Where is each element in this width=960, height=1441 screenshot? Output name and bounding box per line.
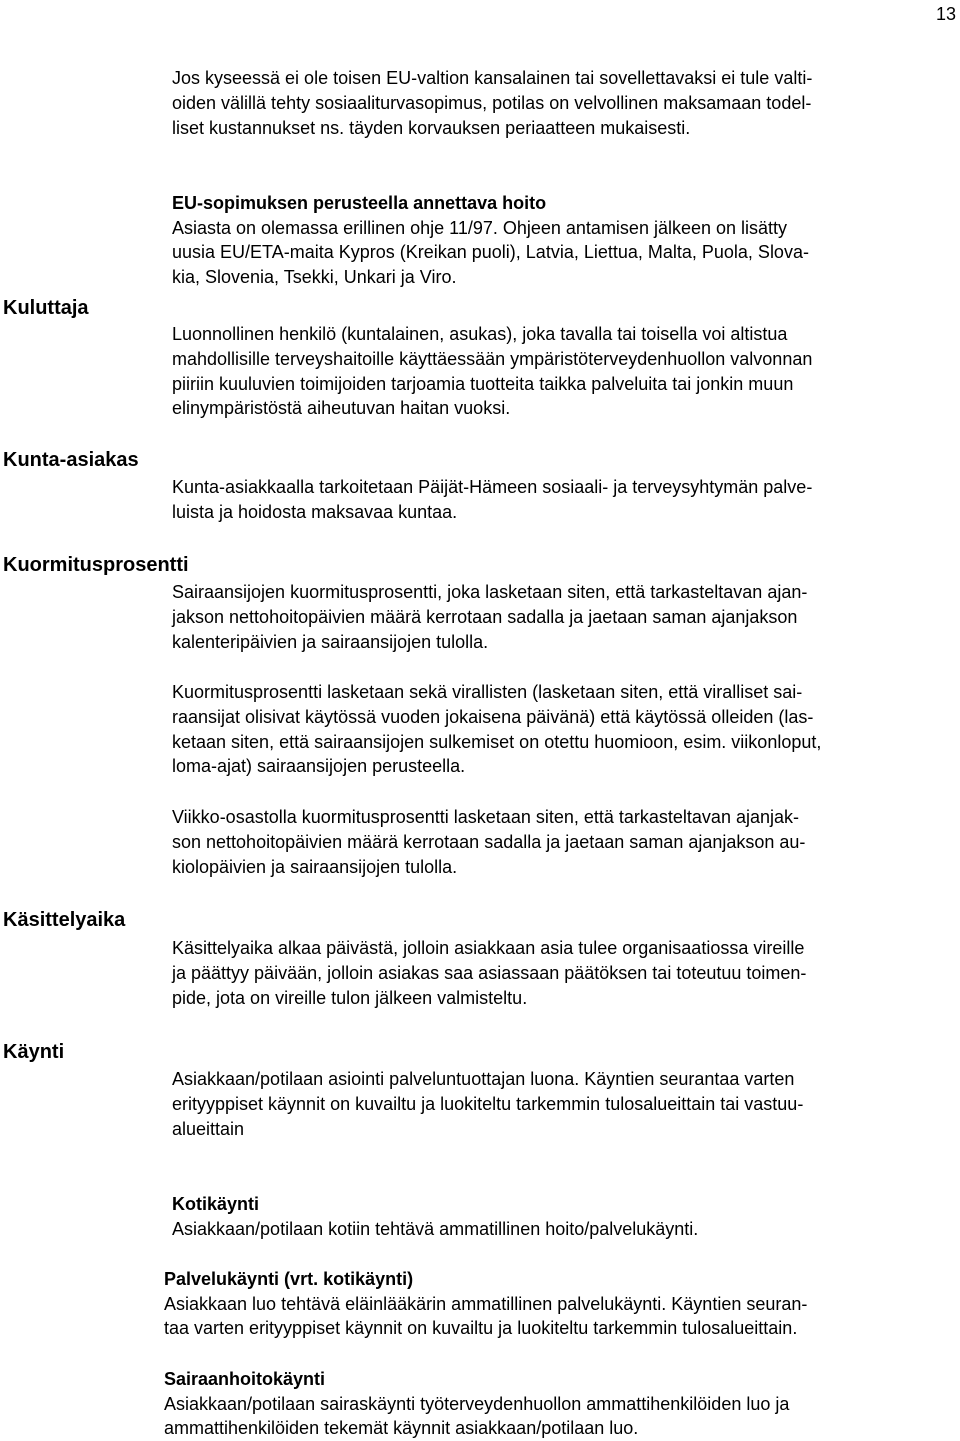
intro-paragraph: Jos kyseessä ei ole toisen EU-valtion kansalainen tai sovellettavaksi ei tule valti- oiden välillä tehty sosiaaliturvasopimus, potilas on velvollinen maksamaan todel- liset kustannukset ns. täyden korvauksen periaatteen mukaisesti. — [172, 68, 813, 138]
palvelukaynti-text: Asiakkaan luo tehtävä eläinlääkärin ammatillinen palvelukäynti. Käyntien seuran- taa varten erityyppiset käynnit on kuvailtu ja luokiteltu tarkemmin tulosalueittain. — [164, 1293, 808, 1339]
kuormitusprosentti-p1: Sairaansijojen kuormitusprosentti, joka lasketaan siten, että tarkasteltavan ajan- jakson nettohoitopäivien määrä kerrotaan sadalla ja jaetaan saman ajanjakson kalenteripäivien ja sairaansijojen tulolla. — [172, 582, 808, 652]
kotikaynti-heading: Kotikäynti — [172, 1193, 260, 1214]
eu-heading: EU-sopimuksen perusteella annettava hoito — [172, 192, 547, 213]
eu-text: Asiasta on olemassa erillinen ohje 11/97. Ohjeen antamisen jälkeen on lisätty uusia EU/ETA-maita Kypros (Kreikan puoli), Latvia, Liettua, Malta, Puola, Slova- kia, Slovenia, Tsekki, Unkari ja Viro. — [172, 217, 809, 288]
palvelukaynti-section — [164, 1242, 944, 1341]
kuormitusprosentti-p3: Viikko-osastolla kuormitusprosentti lasketaan siten, että tarkasteltavan ajanjak- son nettohoitopäivien määrä kerrotaan sadalla ja jaetaan saman ajanjakson au- kiolopäivien ja sairaansijojen tulolla. — [172, 807, 806, 877]
kuormitusprosentti-p2: Kuormitusprosentti lasketaan sekä virallisten (lasketaan siten, että viralliset sai- raansijat olisivat käytössä vuoden jokaisena päivänä) että käytössä olleiden (las- ketaan siten, että sairaansijojen sulkemiset on otettu huomioon, esim. viikonloput, loma-ajat) sairaansijojen perusteella. — [172, 682, 822, 777]
term-kasittelyaika: Käsittelyaika — [3, 909, 126, 931]
sairaanhoitokaynti-heading: Sairaanhoitokäynti — [164, 1368, 326, 1389]
term-kuormitusprosentti: Kuormitusprosentti — [3, 554, 189, 576]
kaynti-definition: Asiakkaan/potilaan asiointi palveluntuottajan luona. Käyntien seurantaa varten erityyppiset käynnit on kuvailtu ja luokiteltu tarkemmin tulosalueittain tai vastuu- alueittain — [172, 1069, 804, 1139]
kasittelyaika-definition: Käsittelyaika alkaa päivästä, jolloin asiakkaan asia tulee organisaatiossa vireille ja päättyy päivään, jolloin asiakas saa asiassaan päätöksen tai toteutuu toimen- pide, jota on vireille tulon jälkeen valmisteltu. — [172, 938, 807, 1008]
kotikaynti-text: Asiakkaan/potilaan kotiin tehtävä ammatillinen hoito/palvelukäynti. — [172, 1218, 699, 1239]
eu-section — [172, 166, 942, 290]
sairaanhoitokaynti-section — [164, 1342, 944, 1441]
term-kunta-asiakas: Kunta-asiakas — [3, 449, 139, 471]
kotikaynti-section — [172, 1167, 942, 1241]
kuluttaja-definition: Luonnollinen henkilö (kuntalainen, asukas), joka tavalla tai toisella voi altistua mahdollisille terveyshaitoille käyttäessään ympäristöterveydenhuollon valvonnan piiriin kuuluvien toimijoiden tarjoamia tuotteita taikka palveluita tai jonkin muun elinympäristöstä aiheutuvan haitan vuoksi. — [172, 324, 813, 419]
term-kuluttaja: Kuluttaja — [3, 297, 89, 319]
sairaanhoitokaynti-text: Asiakkaan/potilaan sairaskäynti työterveydenhuollon ammattihenkilöiden luo ja ammattihenkilöiden tekemät käynnit asiakkaan/potilaan luo. — [164, 1393, 790, 1439]
kunta-asiakas-definition: Kunta-asiakkaalla tarkoitetaan Päijät-Hämeen sosiaali- ja terveysyhtymän palve- luista ja hoidosta maksavaa kuntaa. — [172, 477, 813, 522]
term-kaynti: Käynti — [3, 1041, 65, 1063]
page-number: 13 — [935, 4, 956, 24]
palvelukaynti-heading: Palvelukäynti (vrt. kotikäynti) — [164, 1268, 414, 1289]
